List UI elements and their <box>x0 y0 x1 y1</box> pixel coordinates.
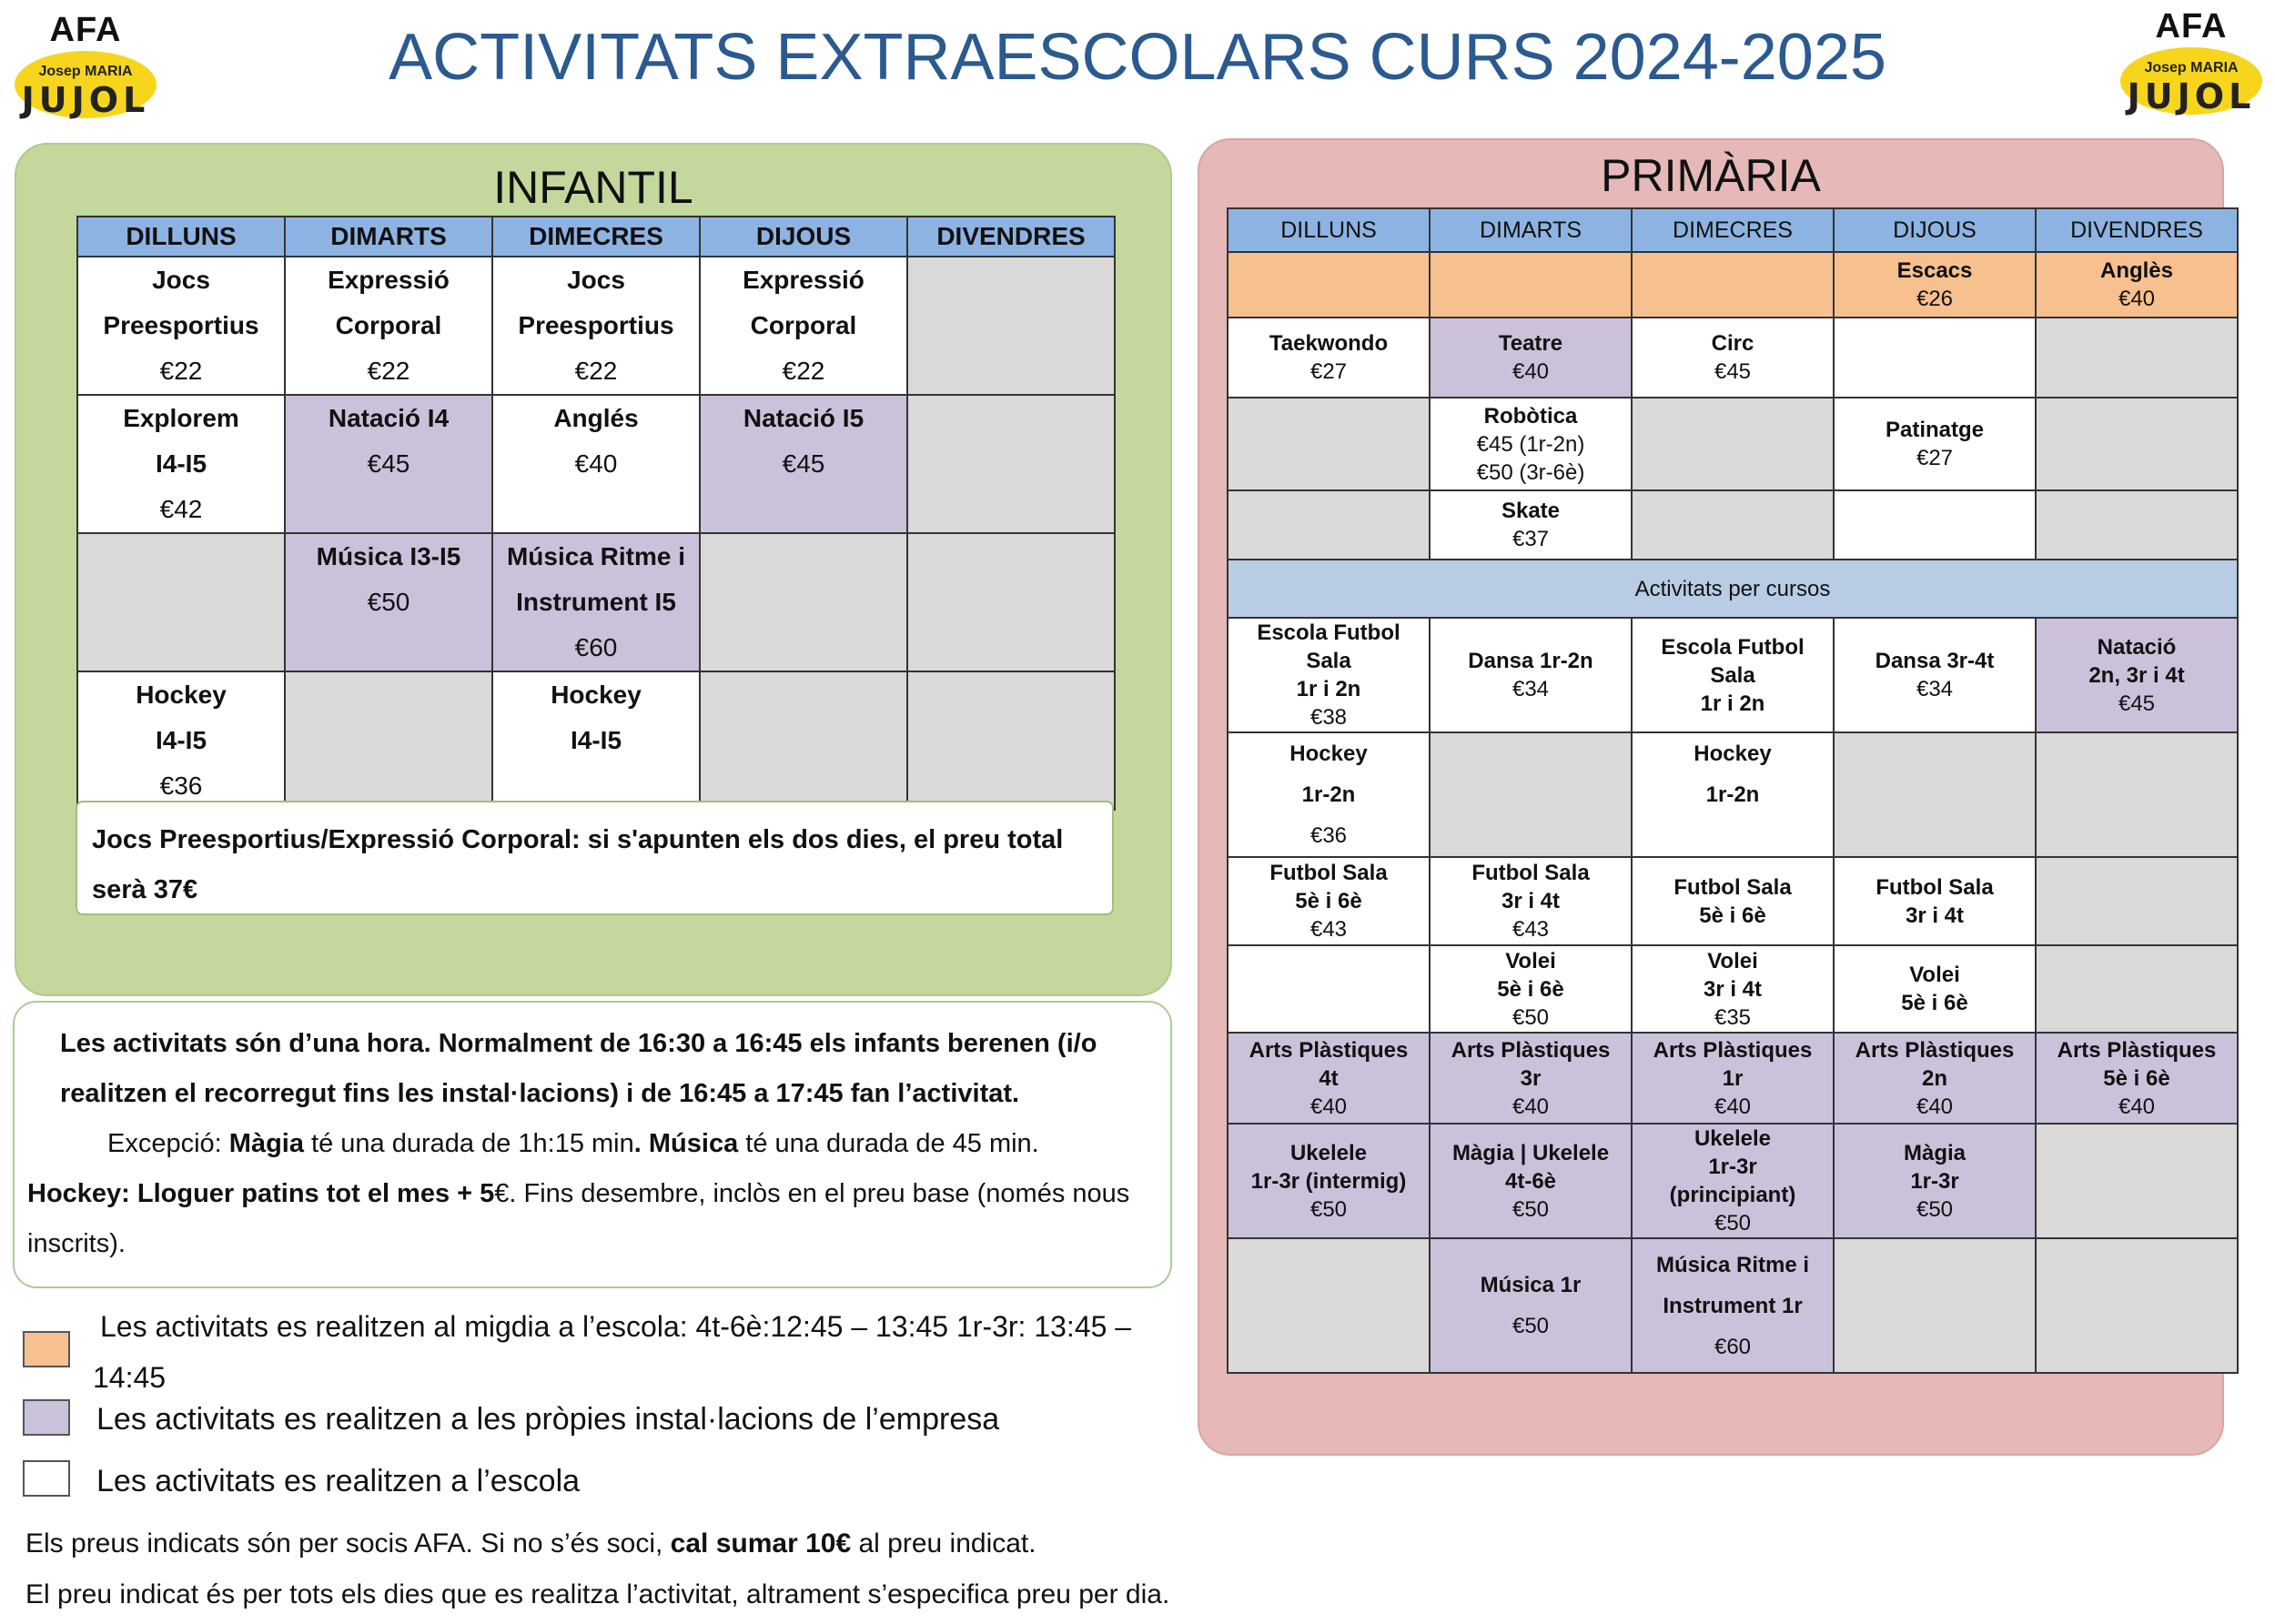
legend-swatch-white <box>23 1460 70 1497</box>
info-duration-text: Les activitats són d’una hora. Normalment de 16:30 a 16:45 els infants berenen (i/o realitzen el recorregut fins les instal·lacions) i de 16:45 a 17:45 fan l’activitat. <box>60 1029 1097 1108</box>
empty-cell <box>2036 857 2238 945</box>
activity-cell: Volei 3r i 4t €35 <box>1632 945 1834 1033</box>
activity-cell: Música Ritme i Instrument I5 €60 <box>492 533 700 671</box>
primaria-schedule-table <box>1227 207 2239 1374</box>
table-row <box>1228 252 2238 318</box>
empty-cell <box>285 671 492 810</box>
header-dilluns: DILLUNS <box>77 217 285 257</box>
empty-cell <box>1834 1238 2036 1373</box>
primaria-title: PRIMÀRIA <box>1601 150 1821 201</box>
empty-cell <box>1228 398 1430 490</box>
empty-cell <box>907 257 1115 395</box>
activity-cell: Música 1r €50 <box>1430 1238 1632 1373</box>
header-dijous: DIJOUS <box>700 217 907 257</box>
activity-cell: Futbol Sala 3r i 4t <box>1834 857 2036 945</box>
legend-purple-text: Les activitats es realitzen a les pròpies instal·lacions de l’empresa <box>96 1402 1000 1437</box>
activity-cell: Escola Futbol Sala 1r i 2n <box>1632 618 1834 732</box>
empty-cell <box>907 671 1115 810</box>
table-row <box>1228 618 2238 732</box>
activity-cell: Escola Futbol Sala 1r i 2n €38 <box>1228 618 1430 732</box>
page-title: ACTIVITATS EXTRAESCOLARS CURS 2024-2025 <box>389 21 1886 94</box>
activity-cell: Arts Plàstiques 4t €40 <box>1228 1033 1430 1124</box>
activity-cell: Natació 2n, 3r i 4t €45 <box>2036 618 2238 732</box>
activity-cell: Teatre €40 <box>1430 318 1632 398</box>
empty-cell <box>2036 945 2238 1033</box>
empty-cell <box>1228 945 1430 1033</box>
table-row <box>1228 1238 2238 1373</box>
table-row <box>77 395 1115 533</box>
legend-white-text: Les activitats es realitzen a l’escola <box>96 1464 581 1498</box>
empty-cell <box>1228 1238 1430 1373</box>
empty-cell <box>2036 732 2238 857</box>
empty-cell <box>1834 732 2036 857</box>
table-row <box>1228 318 2238 398</box>
legend-swatch-purple <box>23 1399 70 1436</box>
table-row <box>1228 945 2238 1033</box>
activity-cell: Arts Plàstiques 1r €40 <box>1632 1033 1834 1124</box>
activity-cell: Volei 5è i 6è <box>1834 945 2036 1033</box>
infantil-schedule-table <box>76 216 1116 811</box>
info-exception-text: Excepció: Màgia té una durada de 1h:15 min. Música té una durada de 45 min. <box>107 1129 1039 1158</box>
empty-cell <box>2036 490 2238 560</box>
activity-cell: Natació I5 €45 <box>700 395 907 533</box>
empty-cell <box>1228 490 1430 560</box>
activity-cell: Futbol Sala 3r i 4t €43 <box>1430 857 1632 945</box>
activity-cell: Expressió Corporal €22 <box>285 257 492 395</box>
activity-cell: Màgia | Ukelele 4t-6è €50 <box>1430 1124 1632 1238</box>
afa-logo-left: AFA Josep MARIA JUJOL <box>13 11 158 120</box>
activity-cell: Volei 5è i 6è €50 <box>1430 945 1632 1033</box>
empty-cell <box>1430 732 1632 857</box>
footer-price-note: Els preus indicats són per socis AFA. Si no s’és soci, cal sumar 10€ al preu indicat. <box>25 1528 1036 1558</box>
empty-cell <box>2036 1124 2238 1238</box>
header-dimecres: DIMECRES <box>1632 208 1834 252</box>
header-dijous: DIJOUS <box>1834 208 2036 252</box>
activity-cell: Anglés €40 <box>492 395 700 533</box>
table-row <box>77 257 1115 395</box>
table-row <box>1228 560 2238 618</box>
empty-cell <box>1632 252 1834 318</box>
header-dimecres: DIMECRES <box>492 217 700 257</box>
table-header-row <box>77 217 1115 257</box>
empty-cell <box>700 533 907 671</box>
empty-cell <box>1430 252 1632 318</box>
afa-logo-right: AFA Josep MARIA JUJOL <box>2118 7 2264 116</box>
activity-cell: Hockey I4-I5 <box>492 671 700 810</box>
empty-cell <box>1632 398 1834 490</box>
header-dimarts: DIMARTS <box>285 217 492 257</box>
empty-cell <box>1228 252 1430 318</box>
legend-orange-text: Les activitats es realitzen al migdia a l’escola: 4t-6è:12:45 – 13:45 1r-3r: 13:45 – 14:45 <box>93 1310 1132 1394</box>
empty-cell <box>1834 318 2036 398</box>
empty-cell <box>77 533 285 671</box>
empty-cell <box>1632 490 1834 560</box>
activitats-per-cursos-banner: Activitats per cursos <box>1228 560 2238 618</box>
activity-cell: Dansa 3r-4t €34 <box>1834 618 2036 732</box>
activity-cell: Música I3-I5 €50 <box>285 533 492 671</box>
empty-cell <box>1834 490 2036 560</box>
activity-cell: Màgia 1r-3r €50 <box>1834 1124 2036 1238</box>
infantil-price-note: Jocs Preesportius/Expressió Corporal: si s'apunten els dos dies, el preu total serà 37€ <box>76 801 1114 915</box>
activity-cell: Jocs Preesportius €22 <box>492 257 700 395</box>
activity-cell: Jocs Preesportius €22 <box>77 257 285 395</box>
activity-cell: Robòtica €45 (1r-2n) €50 (3r-6è) <box>1430 398 1632 490</box>
activity-cell: Arts Plàstiques 2n €40 <box>1834 1033 2036 1124</box>
infantil-title: INFANTIL <box>493 162 693 213</box>
table-row <box>1228 1033 2238 1124</box>
footer-price-days-note: El preu indicat és per tots els dies que es realitza l’activitat, altrament s’especifica preu per dia. <box>25 1579 1170 1609</box>
activity-cell: Ukelele 1r-3r (intermig) €50 <box>1228 1124 1430 1238</box>
activity-cell: Hockey 1r-2n €36 <box>1228 732 1430 857</box>
header-divendres: DIVENDRES <box>907 217 1115 257</box>
activity-cell: Skate €37 <box>1430 490 1632 560</box>
activity-cell: Música Ritme i Instrument 1r €60 <box>1632 1238 1834 1373</box>
activity-cell: Dansa 1r-2n €34 <box>1430 618 1632 732</box>
activity-cell: Anglès €40 <box>2036 252 2238 318</box>
info-hockey-text: Hockey: Lloguer patins tot el mes + 5€. Fins desembre, inclòs en el preu base (només nous inscrits). <box>27 1179 1130 1258</box>
empty-cell <box>2036 1238 2238 1373</box>
activity-cell: Expressió Corporal €22 <box>700 257 907 395</box>
activity-cell: Circ €45 <box>1632 318 1834 398</box>
activity-cell: Hockey 1r-2n <box>1632 732 1834 857</box>
activity-cell: Explorem I4-I5 €42 <box>77 395 285 533</box>
header-dilluns: DILLUNS <box>1228 208 1430 252</box>
activity-cell: Patinatge €27 <box>1834 398 2036 490</box>
table-row <box>77 671 1115 810</box>
table-header-row <box>1228 208 2238 252</box>
activity-cell: Arts Plàstiques 5è i 6è €40 <box>2036 1033 2238 1124</box>
empty-cell <box>2036 398 2238 490</box>
activities-info-box <box>13 1001 1172 1288</box>
activity-cell: Taekwondo €27 <box>1228 318 1430 398</box>
activity-cell: Arts Plàstiques 3r €40 <box>1430 1033 1632 1124</box>
empty-cell <box>2036 318 2238 398</box>
table-row <box>1228 857 2238 945</box>
activity-cell: Natació I4 €45 <box>285 395 492 533</box>
table-row <box>1228 732 2238 857</box>
legend-swatch-orange <box>23 1331 70 1367</box>
table-row <box>1228 490 2238 560</box>
activity-cell: Escacs €26 <box>1834 252 2036 318</box>
table-row <box>1228 398 2238 490</box>
empty-cell <box>907 533 1115 671</box>
activity-cell: Futbol Sala 5è i 6è €43 <box>1228 857 1430 945</box>
table-row <box>1228 1124 2238 1238</box>
activity-cell: Hockey I4-I5 €36 <box>77 671 285 810</box>
table-row <box>77 533 1115 671</box>
activity-cell: Ukelele 1r-3r (principiant) €50 <box>1632 1124 1834 1238</box>
empty-cell <box>700 671 907 810</box>
header-divendres: DIVENDRES <box>2036 208 2238 252</box>
activity-cell: Futbol Sala 5è i 6è <box>1632 857 1834 945</box>
empty-cell <box>907 395 1115 533</box>
header-dimarts: DIMARTS <box>1430 208 1632 252</box>
